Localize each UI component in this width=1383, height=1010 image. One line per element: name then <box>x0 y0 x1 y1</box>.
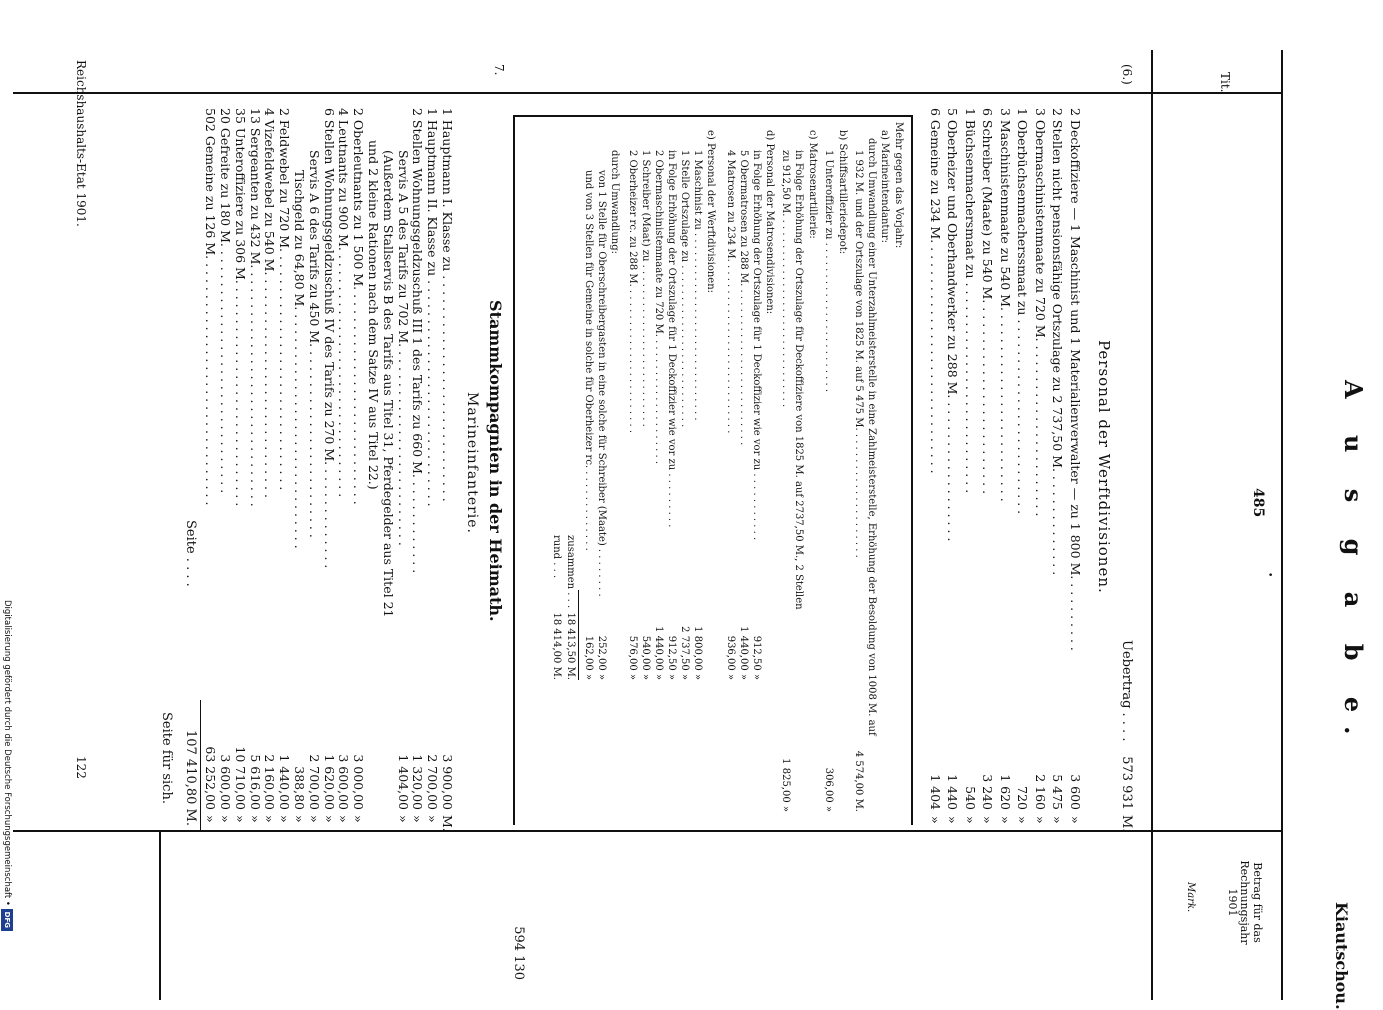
footer-etat: Reichshaushalts-Etat 1901. <box>74 60 88 227</box>
section7-item-label: 35 Unteroffiziere zu 306 M. . . . . . . . . . . . . . . . . . . . . . . . . . . . . <box>232 108 248 507</box>
section7-item-unit: » <box>277 815 293 823</box>
zusammen-label: zusammen . . . <box>565 535 576 609</box>
c-text-1: in Folge Erhöhung der Ortszulage für Deckoffiziere von 1825 M. auf 2737,50 M., 2 Stellen <box>793 150 804 610</box>
section6-item-label: 6 Gemeine zu 234 M. . . . . . . . . . . . . . . . . . . . . . . . . . . . . . <box>928 108 943 474</box>
region-title: Kiautschou. <box>1332 902 1351 1010</box>
section6-item-amount: 1 440 <box>945 774 961 810</box>
a-text-1: durch Umwandlung einer Unterzahlmeisterstelle in eine Zahlmeisterstelle, Erhöhung der Besoldung von 1008 M. auf <box>866 138 877 736</box>
e-umwandlung-1-amount: 252,00 » <box>596 635 607 680</box>
d-label: d) Personal der Matrosendivisionen: <box>764 130 775 315</box>
section6-item-unit: » <box>1015 816 1031 824</box>
section6-item-label: 5 Oberheizer und Oberhandwerker zu 288 M. . . . . . . . . . . . . . . . . . . <box>945 108 961 542</box>
section7-item-unit: » <box>218 815 233 823</box>
section6-item-amount: 2 160 <box>1033 774 1048 810</box>
b-label: b) Schiffsartilleriedepot: <box>837 130 848 255</box>
section7-item-unit: » <box>410 815 426 823</box>
e-row-label: 2 Oberheizer rc. zu 288 M. . . . . . . . . . . . . . . . . . . . . . . . <box>627 150 638 434</box>
e-row-label: 2 Obermaschinistenmaate zu 720 M. . . . . . . . . . . . . . . . . . . . . <box>653 150 664 465</box>
section7-item-unit: » <box>203 815 219 823</box>
section6-item-label: 1 Büchsenmachersmaat zu . . . . . . . . . . . . . . . . . . . . . . . . . . . <box>963 108 978 494</box>
uebertrag-amount: 573 931 <box>1119 756 1134 810</box>
section7-item-amount: 5 616,00 <box>247 754 263 810</box>
d-row-label: in Folge Erhöhung der Ortszulage für 1 Deckoffizier wie vor zu . . . . . . . . . . . <box>751 150 762 541</box>
section7-item-amount: 1 620,00 <box>321 754 337 810</box>
section6-item-label: 3 Maschinistenmaate zu 540 M. . . . . . . . . . . . . . . . . . . . . . . . . <box>998 108 1013 502</box>
section7-item-label: Servis A 6 des Tarifs zu 450 M. . . . . . . . . . . . . . . . . . . . . . . . . <box>306 150 322 538</box>
section7-item-label: 502 Gemeine zu 126 M. . . . . . . . . . . . . . . . . . . . . . . . . . . . . . . . <box>203 108 219 506</box>
section6-heading: Personal der Werftdivisionen. <box>1095 340 1113 594</box>
tit-column-rule <box>13 92 1283 94</box>
header-top-rule <box>1281 50 1283 1000</box>
section7-item-label: 2 Stellen Wohnungsgeldzuschuß III 1 des Tarifs zu 660 M. . . . . . . . . . . . . <box>410 108 426 574</box>
section7-item-label: 1 Hauptmann I. Klasse zu . . . . . . . . . . . . . . . . . . . . . . . . . . . . . <box>440 108 455 502</box>
zusammen-rule <box>578 590 579 680</box>
b-text: 1 Unteroffizier zu . . . . . . . . . . . . . . . . . . . . . . . . <box>823 150 834 393</box>
e-row-amount: 1 440,00 » <box>653 626 664 680</box>
uebertrag-unit: M. <box>1119 815 1134 833</box>
section7-item-label: 20 Gefreite zu 180 M. . . . . . . . . . . . . . . . . . . . . . . . . . . . . . . . <box>218 108 233 494</box>
dfg-logo: DFG <box>1 909 13 931</box>
bullet-mark: • <box>1264 572 1274 578</box>
col-unit-mark: Mark. <box>1185 882 1196 913</box>
section7-item-label: 6 Stellen Wohnungsgeldzuschuß IV des Tarifs zu 270 M. . . . . . . . . . . . . . <box>321 108 337 569</box>
section7-item-unit: » <box>351 815 367 823</box>
section7-label: 7. <box>492 64 506 76</box>
section7-bottom-rule <box>159 830 161 1000</box>
section7-item-unit: » <box>425 815 441 823</box>
e-umwandlung-1: von 1 Stelle für Oberschreibergasten in eine solche für Schreiber (Maate) . . . . . . . . <box>596 170 607 597</box>
section7-item-amount: 1 440,00 <box>277 754 293 810</box>
box-bottom-rule <box>513 115 515 825</box>
section7-item-amount: 3 600,00 <box>218 754 233 810</box>
section6-total: 594 130 <box>511 926 526 980</box>
section7-item-unit: » <box>292 815 307 823</box>
section7-item-unit: » <box>395 815 411 823</box>
section6-item-label: 1 Oberbüchsenmacherssmaat zu . . . . . . . . . . . . . . . . . . . . . . . . . <box>1015 108 1031 515</box>
section7-item-amount: 10 710,00 <box>232 746 248 810</box>
section6-item-unit: » <box>963 816 978 824</box>
section6-item-unit: » <box>928 816 943 824</box>
section7-item-amount: 2 700,00 <box>306 754 322 810</box>
dfg-credit-text: Digitalisierung gefördert durch die Deutsche Forschungsgemeinschaft • <box>2 600 12 906</box>
section6-item-amount: 1 404 <box>928 774 943 810</box>
section7-item-label: und 2 kleine Rationen nach dem Satze IV aus Titel 22.) <box>366 140 381 490</box>
section6-item-unit: » <box>945 816 961 824</box>
section6-item-amount: 5 475 <box>1050 774 1066 810</box>
e-row-label: 1 Stelle Ortszulage zu . . . . . . . . . . . . . . . . . . . . . . . . . . <box>679 150 690 428</box>
e-row-amount: 576,00 » <box>627 635 638 680</box>
section7-item-label: (Außerdem Stallservis B des Tarifs aus Titel 31, Pferdegelder aus Titel 21 <box>380 150 396 618</box>
section6-item-label: 6 Schreiber (Maate) zu 540 M. . . . . . . . . . . . . . . . . . . . . . . . . <box>980 108 996 495</box>
title-ausgabe: A u s g a b e. <box>1339 380 1368 749</box>
section7-item-unit: » <box>247 815 263 823</box>
section6-item-unit: » <box>1050 816 1066 824</box>
e-umwandlung-2-amount: 162,00 » <box>583 635 594 680</box>
dfg-credit <box>1 600 13 931</box>
section6-item-label: 3 Obermaschinistenmaate zu 720 M. . . . . . . . . . . . . . . . . . . . . . . <box>1033 108 1048 517</box>
e-row-amount: 1 800,00 » <box>692 626 703 680</box>
section6-item-unit: » <box>1068 816 1083 824</box>
e-label: e) Personal der Werftdivisionen: <box>705 130 716 294</box>
box-top-rule <box>911 115 913 825</box>
section6-item-amount: 540 <box>963 786 978 810</box>
section7-item-unit: » <box>232 815 248 823</box>
section7-item-unit: » <box>321 815 337 823</box>
section7-heading: Stammkompagnien in der Heimath. <box>486 300 505 622</box>
d-row-amount: 1 440,00 » <box>738 626 749 680</box>
section7-item-unit: M. <box>440 815 455 832</box>
section6-item-label: 2 Stellen nicht pensionsfähige Ortszulage zu 2 737,50 M. . . . . . . . . . . . . . <box>1050 108 1066 576</box>
rund-amount: 18 414,00 M. <box>551 612 562 680</box>
section6-item-label: 2 Deckoffiziere — 1 Maschinist und 1 Materialienverwalter — zu 1 800 M. . . . . . . . . . <box>1068 108 1083 651</box>
d-row-label: 5 Obermatrosen zu 288 M. . . . . . . . . . . . . . . . . . . . . . . . . . <box>738 150 749 446</box>
section7-item-label: Tischgeld zu 64,80 M. . . . . . . . . . . . . . . . . . . . . . . . . . . . . . . <box>292 170 307 549</box>
section7-subheading: Marineinfanterie. <box>464 392 480 535</box>
uebertrag-label: Uebertrag . . . . <box>1119 640 1134 742</box>
section7-item-amount: 1 320,00 <box>410 754 426 810</box>
section7-item-unit: » <box>306 815 322 823</box>
section7-item-label: 2 Oberleutnants zu 1 500 M. . . . . . . . . . . . . . . . . . . . . . . . . . . . <box>351 108 367 505</box>
seite-rule <box>200 700 201 830</box>
section7-item-amount: 63 252,00 <box>203 746 219 810</box>
section7-item-amount: 2 700,00 <box>425 754 441 810</box>
section6-item-unit: » <box>1033 816 1048 824</box>
section7-item-label: Servis A 5 des Tarifs zu 702 M. . . . . . . . . . . . . . . . . . . . . . . . . . <box>395 150 411 546</box>
e-row-label: 1 Schreiber (Maat) zu . . . . . . . . . . . . . . . . . . . . . . . . . . <box>640 150 651 427</box>
rund-label: rund . . . <box>551 535 562 579</box>
seite-label: Seite . . . . <box>183 520 198 587</box>
section6-label: (6.) <box>1120 64 1134 85</box>
e-row-amount: 912,50 » <box>666 635 677 680</box>
footer-page: 122 <box>74 756 88 779</box>
col-amount-header: Betrag für das Rechnungsjahr 1901 <box>1225 860 1264 945</box>
zusammen-amount: 18 413,50 M. <box>565 612 576 680</box>
section7-item-unit: » <box>336 815 352 823</box>
e-row-amount: 2 737,50 » <box>679 626 690 680</box>
section7-item-label: 4 Leutnants zu 900 M. . . . . . . . . . . . . . . . . . . . . . . . . . . . . . . . <box>336 108 352 498</box>
e-umwandlung-2: und von 3 Stellen für Gemeine in solche für Oberheizer rc. . . . . . . . . . . . . . <box>583 170 594 551</box>
mehr-intro: Mehr gegen das Vorjahr: <box>893 122 904 249</box>
section6-item-amount: 720 <box>1015 786 1031 810</box>
section7-item-amount: 1 404,00 <box>395 754 411 810</box>
section7-item-unit: » <box>262 815 278 823</box>
e-umwandlung: durch Umwandlung: <box>609 150 620 254</box>
d-row-amount: 912,50 » <box>751 635 762 680</box>
a-text-2: 1 932 M. und der Ortszulage von 1825 M. auf 5 475 M. . . . . . . . . . . . . . . . . . . . . <box>853 150 864 558</box>
c-label: c) Matrosenartillerie: <box>807 130 818 239</box>
page-number: 485 <box>1250 488 1266 518</box>
section7-item-label: 2 Feldwebel zu 720 M. . . . . . . . . . . . . . . . . . . . . . . . . . . . . . . <box>277 108 293 491</box>
a-label: a) Marineintendantur: <box>879 130 890 244</box>
d-row-label: 4 Matrosen zu 234 M. . . . . . . . . . . . . . . . . . . . . . . . . . . . <box>725 150 736 434</box>
a-amount: 4 574,00 M. <box>853 750 864 812</box>
seite-fuer-sich: Seite für sich. <box>159 712 174 804</box>
e-row-amount: 540,00 » <box>640 635 651 680</box>
b-amount: 306,00 » <box>823 767 834 812</box>
e-row-label: 1 Maschinist zu . . . . . . . . . . . . . . . . . . . . . . . . . . . . . . <box>692 150 703 421</box>
section6-item-unit: » <box>998 816 1013 824</box>
section6-item-amount: 3 600 <box>1068 774 1083 810</box>
section7-item-amount: 2 160,00 <box>262 754 278 810</box>
section7-item-amount: 3 900,00 <box>440 754 455 810</box>
section7-item-amount: 3 000,00 <box>351 754 367 810</box>
seite-amount: 107 410,80 M. <box>183 729 198 826</box>
section6-item-amount: 1 620 <box>998 774 1013 810</box>
section7-item-label: 4 Vizefeldwebel zu 540 M. . . . . . . . . . . . . . . . . . . . . . . . . . . . . <box>262 108 278 498</box>
section7-item-label: 1 Hauptmann II. Klasse zu . . . . . . . . . . . . . . . . . . . . . . . . . . . . . <box>425 108 441 507</box>
section7-item-amount: 3 600,00 <box>336 754 352 810</box>
section6-item-amount: 3 240 <box>980 774 996 810</box>
section7-item-label: 13 Sergeanten zu 432 M. . . . . . . . . . . . . . . . . . . . . . . . . . . . . . . <box>247 108 263 507</box>
amount-column-rule <box>13 830 1283 832</box>
col-tit-label: Tit. <box>1218 72 1232 93</box>
box-left-rule <box>513 115 913 117</box>
header-bottom-rule <box>1151 50 1153 1000</box>
e-row-label: in Folge Erhöhung der Ortszulage für 1 Deckoffizier wie vor zu . . . . . . . . . <box>666 150 677 528</box>
d-row-amount: 936,00 » <box>725 635 736 680</box>
c-text-2: zu 912,50 M. . . . . . . . . . . . . . . . . . . . . . . . . . . . . . . <box>780 150 791 408</box>
section7-item-amount: 388,80 <box>292 766 307 810</box>
c-amount: 1 825,00 » <box>780 758 791 812</box>
section6-item-unit: » <box>980 816 996 824</box>
